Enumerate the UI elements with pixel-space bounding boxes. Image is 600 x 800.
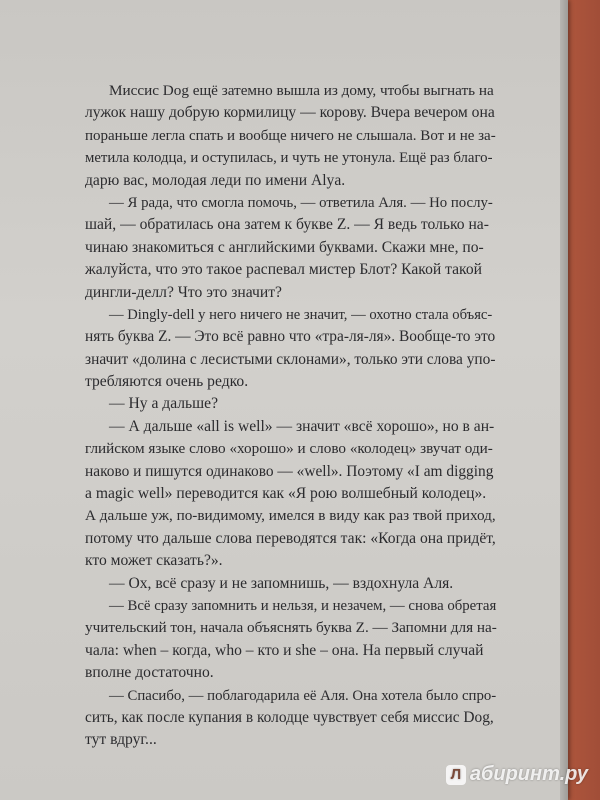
text-line: кто может сказать?».: [85, 552, 223, 570]
text-line: значит «долина с лесистыми склонами», только эти слова упо-: [85, 350, 496, 368]
watermark-logo-icon: Л: [446, 765, 466, 785]
text-line: — Ох, всё сразу и не запомнишь, — вздохнула Аля.: [109, 574, 454, 592]
text-line: — Спасибо, — поблагодарила её Аля. Она хотела было спро-: [109, 687, 497, 704]
text-line: — Ну а дальше?: [109, 395, 219, 413]
text-line: сить, как после купания в колодце чувствует себя миссис Dog,: [85, 708, 494, 726]
text-line: — Я рада, что смогла помочь, — ответила Аля. — Но послу-: [109, 194, 493, 211]
text-line: метила колодца, и оступилась, и чуть не утонула. Ещё раз благо-: [85, 150, 493, 167]
page-edge: [560, 0, 568, 800]
text-line: чала: when – когда, who – кто и she – она. На первый случай: [85, 641, 484, 659]
text-line: лужок нашу добрую кормилицу — корову. Вчера вечером она: [85, 104, 495, 122]
text-line: А дальше уж, по-видимому, имелся в виду как раз твой приход,: [85, 507, 496, 525]
text-line: жалуйста, что это такое распевал мистер Блот? Какой такой: [85, 261, 482, 279]
text-line: a magic well» переводится как «Я рою волшебный колодец».: [85, 485, 487, 503]
watermark: [446, 763, 588, 786]
text-line: — А дальше «all is well» — значит «всё хорошо», но в ан-: [109, 417, 495, 435]
text-line: нять буква Z. — Это всё равно что «тра-ля-ля». Вообще-то это: [85, 328, 496, 346]
text-line: чинаю знакомиться с английскими буквами. Скажи мне, по-: [85, 238, 484, 256]
text-line: пораньше легла спать и вообще ничего не слышала. Вот и не за-: [85, 127, 496, 144]
text-line: тут вдруг...: [85, 731, 157, 749]
text-line: наково и пишутся одинаково — «well». Поэтому «I am digging: [85, 462, 494, 480]
text-line: глийском языке слово «хорошо» и слово «колодец» звучат оди-: [85, 440, 493, 458]
text-line: дарю вас, молодая леди по имени Alya.: [85, 171, 346, 189]
text-line: шай, — обратилась она затем к букве Z. — Я ведь только на-: [85, 216, 489, 234]
text-line: — Dingly-dell у него ничего не значит, — охотно стала объяс-: [109, 306, 493, 323]
text-line: требляются очень редко.: [85, 373, 249, 391]
page-text: [85, 80, 497, 752]
text-line: дингли-делл? Что это значит?: [85, 283, 282, 301]
text-line: учительский тон, начала объяснять буква Z. — Запомни для на-: [85, 619, 497, 637]
watermark-text: абиринт.ру: [469, 763, 588, 785]
text-line: вполне достаточно.: [85, 664, 214, 682]
text-line: — Всё сразу запомнить и нельзя, и незачем, — снова обретая: [109, 597, 497, 614]
text-line: потому что дальше слова переводятся так: «Когда она придёт,: [85, 529, 496, 547]
text-line: Миссис Dog ещё затемно вышла из дому, чтобы выгнать на: [109, 82, 494, 99]
